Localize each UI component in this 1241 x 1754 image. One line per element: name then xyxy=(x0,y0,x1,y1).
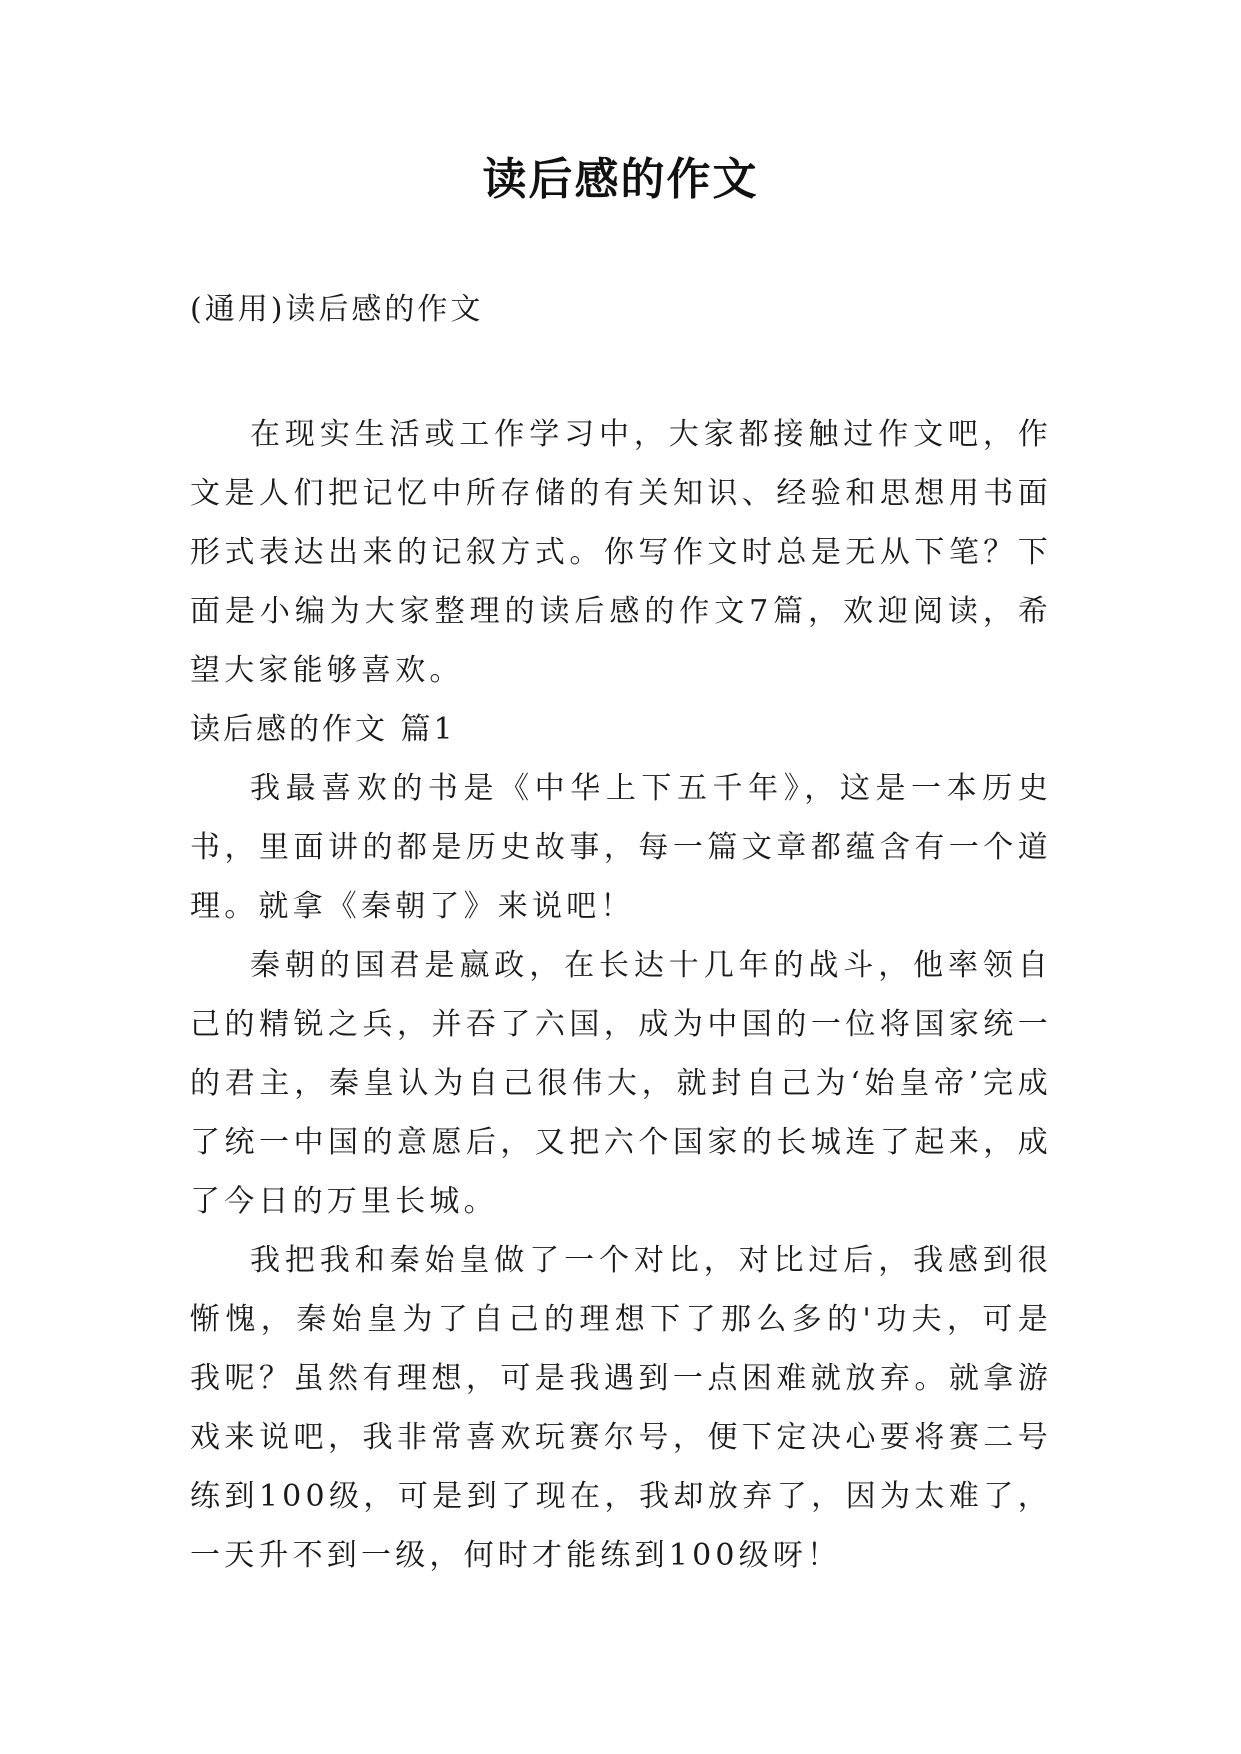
intro-paragraph: 在现实生活或工作学习中，大家都接触过作文吧，作文是人们把记忆中所存储的有关知识、经验和思想用书面形式表达出来的记叙方式。你写作文时总是无从下笔？下面是小编为大家整理的读后感的作文7篇，欢迎阅读，希望大家能够喜欢。 xyxy=(190,417,1052,688)
body-paragraph: 我最喜欢的书是《中华上下五千年》，这是一本历史书，里面讲的都是历史故事，每一篇文章都蕴含有一个道理。就拿《秦朝了》来说吧！ xyxy=(190,771,1052,924)
document-subtitle: (通用)读后感的作文 xyxy=(190,292,484,327)
document-title: 读后感的作文 xyxy=(482,154,759,205)
section-heading: 读后感的作文 篇1 xyxy=(190,712,456,747)
body-paragraph: 我把我和秦始皇做了一个对比，对比过后，我感到很惭愧，秦始皇为了自己的理想下了那么多的'功夫，可是我呢？虽然有理想，可是我遇到一点困难就放弃。就拿游戏来说吧，我非常喜欢玩赛尔号，便下定决心要将赛二号练到100级，可是到了现在，我却放弃了，因为太难了，一天升不到一级，何时才能练到100级呀！ xyxy=(190,1243,1052,1573)
body-paragraph: 秦朝的国君是嬴政，在长达十几年的战斗，他率领自己的精锐之兵，并吞了六国，成为中国的一位将国家统一的君主，秦皇认为自己很伟大，就封自己为‘始皇帝’完成了统一中国的意愿后，又把六个国家的长城连了起来，成了今日的万里长城。 xyxy=(190,948,1052,1219)
document-body xyxy=(190,405,1052,1585)
